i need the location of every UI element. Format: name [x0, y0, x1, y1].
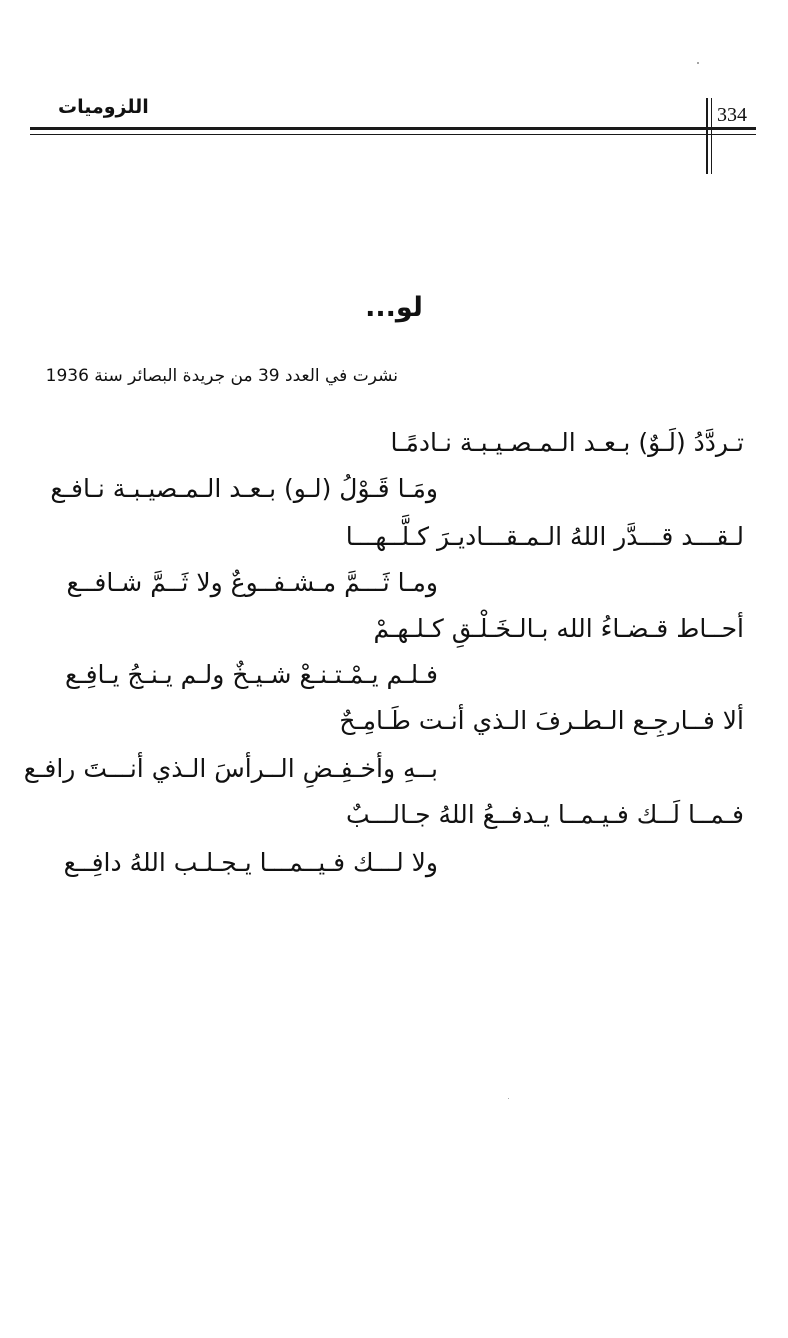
- scan-speck: [508, 1098, 509, 1099]
- running-header-title: اللزوميات: [58, 96, 149, 118]
- poem-title: لو...: [365, 292, 423, 323]
- verse-2-second-hemistich: ومـا ثَـــمَّ مـشـفــوعٌ ولا ثَــمَّ شـافــع: [66, 568, 438, 597]
- verse-5-first-hemistich: فـمــا لَــك فـيـمــا يـدفــعُ اللهُ جـالـــبٌ: [345, 800, 744, 829]
- verse-1-second-hemistich: ومَـا قَـوْلُ (لـو) بـعـد الـمـصيـبـة نـافـع: [50, 474, 438, 503]
- verse-3-second-hemistich: فـلـم يـمْـتـنـعْ شـيـخٌ ولـم يـنـجُ يـافِـع: [64, 660, 438, 689]
- verse-2-first-hemistich: لـقـــد قـــدَّر اللهُ الـمـقـــاديـرَ كـلَّــهـــا: [345, 522, 744, 551]
- scan-speck: [697, 62, 699, 64]
- header-rule-thin: [30, 134, 756, 135]
- publication-note: نشرت في العدد 39 من جريدة البصائر سنة 1936: [45, 366, 398, 386]
- header-vertical-rule: [706, 98, 708, 174]
- page-number: 334: [717, 104, 747, 126]
- verse-1-first-hemistich: تـردَّدُ (لَـوٌ) بـعـد الـمـصـيـبـة نـادمًـا: [390, 428, 744, 457]
- header-rule-thick: [30, 127, 756, 130]
- verse-4-first-hemistich: ألا فــارجِـع الـطـرفَ الـذي أنـت طَـامِـحٌ: [339, 706, 744, 735]
- verse-5-second-hemistich: ولا لـــك فـيــمـــا يـجـلـب اللهُ دافِــع: [63, 848, 438, 877]
- verse-3-first-hemistich: أحــاط قـضـاءُ الله بـالـخَـلْـقِ كـلـهـمْ: [373, 614, 744, 643]
- header-vertical-rule-thin: [711, 98, 712, 174]
- verse-4-second-hemistich: بــهِ وأخـفِـضِ الــرأسَ الـذي أنـــتَ رافـع: [23, 754, 438, 783]
